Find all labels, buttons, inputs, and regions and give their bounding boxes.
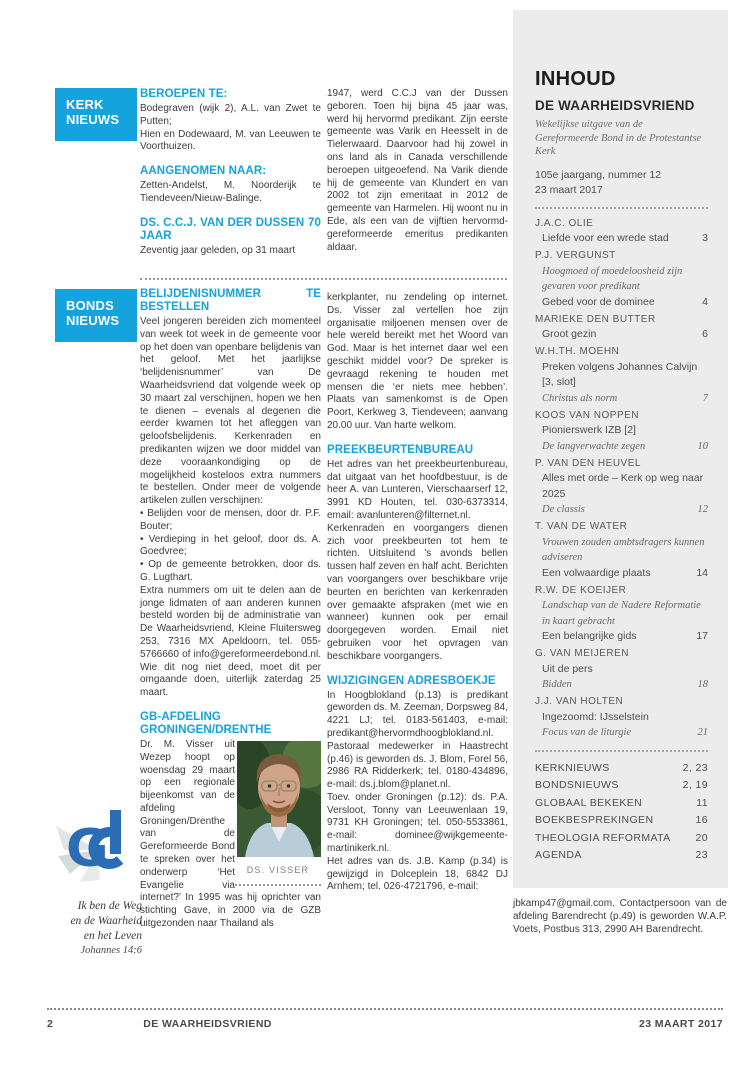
toc-entry [535, 439, 708, 455]
inhoud-toc-box [513, 10, 728, 888]
photo-caption: DS. VISSER [246, 864, 310, 875]
toc-title: INHOUD [535, 68, 616, 90]
column1-bondsnieuws [140, 288, 321, 942]
toc-entry-text: Alles met orde – Kerk op weg naar 2025 [542, 472, 704, 500]
article-paragraph: Zetten-Andelst, M. Noorderijk te Tiendeveen/Nieuw-Balinge. [140, 180, 321, 204]
toc-entry [535, 502, 708, 518]
article-beroepen [140, 88, 321, 154]
toc-entry [535, 519, 708, 535]
ds-visser-figure [235, 741, 321, 886]
toc-section-page: 20 [695, 831, 708, 844]
toc-entry [535, 264, 708, 295]
toc-section-row [535, 760, 708, 778]
toc-entry-page: 17 [696, 630, 708, 642]
bullet-item: • Op de gemeente betrokken, door ds. G. Lugthart. [140, 559, 321, 583]
toc-edition-info [535, 168, 708, 198]
kerknieuws-section-label [55, 88, 137, 141]
bondsnieuws-section-label [55, 289, 137, 342]
toc-section-page: 23 [695, 849, 708, 861]
article-paragraph: In Hoogblokland (p.13) is predikant geworden ds. M. Zeeman, Dorpsweg 84, 4221 LJ; tel. 0183-561403, e-mail: predikant@hervormdhoogblokland.nl. [327, 689, 508, 739]
toc-entry-text: Focus van de liturgie [542, 727, 632, 738]
toc-entry-text: Ingezoomd: IJsselstein [542, 710, 649, 723]
toc-section-page: 16 [695, 814, 708, 826]
toc-entry-text: Groot gezin [542, 328, 597, 340]
toc-entry [535, 231, 708, 247]
toc-entry-text: Christus als norm [542, 392, 618, 404]
toc-entry-page: 18 [697, 679, 708, 690]
kerknieuws-label-line1: KERK [66, 97, 104, 112]
toc-entry-text: P. VAN DEN HEUVEL [535, 457, 641, 469]
article-paragraph: Zeventig jaar geleden, op 31 maart [140, 244, 296, 256]
toc-divider [535, 207, 708, 209]
verse-line: en het Leven [83, 930, 142, 942]
article-heading: WIJZIGINGEN ADRESBOEKJE [327, 674, 496, 687]
beroepen-item: Hien en Dodewaard, M. van Leeuwen te Voorthuizen. [140, 128, 321, 153]
bullet-item: • Belijden voor de mensen, door dr. P.F. Bouter; [140, 507, 321, 532]
article-dussen [140, 217, 321, 258]
toc-entry-page: 4 [702, 295, 708, 308]
article-paragraph: Kerkenraden en voorgangers dienen zich voor preekbeurten tot hem te richten. Uitsluitend ’s avonds bellen tussen half zeven en half acht. Berichten van voorgangers over beschikbare vrije beurten en berichten van kerkenraden over gemaakte afspraken (met wie en wanneer) kunnen ook per email doorgegeven worden. Email niet gebruiken voor het opvragen van beschikbare voorgangers. [327, 522, 508, 662]
beroepen-list [140, 103, 321, 154]
article-paragraph: Het adres van het preekbeurtenbureau, dat uitgaat van het hoofdbestuur, is de heer A. van Lunteren, Vierschaarserf 12, 3991 KD Houten, tel. 030-6373314, email: avanlunteren@filternet.nl. [327, 458, 508, 521]
toc-entry [535, 408, 708, 424]
section-divider [140, 278, 507, 280]
toc-entry [535, 662, 708, 678]
toc-entry [535, 566, 708, 582]
bullet-item: • Verdieping in het geloof, door ds. A. Goedvree; [140, 533, 321, 558]
article-paragraph: jbkamp47@gmail.com. Contactpersoon van de afdeling Barendrecht (p.49) is geworden W.A.P. Voets, Postbus 313, 2990 AH Barendrecht. [513, 898, 727, 935]
toc-edition-line: 105e jaargang, nummer 12 [535, 168, 662, 181]
toc-entry-text: Gebed voor de dominee [542, 295, 655, 308]
toc-entry-text: Vrouwen zouden ambtsdragers kunnen adviseren [542, 536, 705, 563]
toc-section-page: 2, 23 [682, 761, 708, 774]
caption-divider [235, 884, 321, 886]
toc-date-line: 23 maart 2017 [535, 183, 603, 196]
toc-entry-text: Hoogmoed of moedeloosheid zijn gevaren voor predikant [542, 265, 683, 292]
toc-entry-text: P.J. VERGUNST [535, 250, 616, 261]
toc-entry-page: 7 [702, 392, 708, 404]
article-aangenomen [140, 165, 321, 206]
article-belijdenisnummer [140, 288, 321, 700]
toc-entry [535, 456, 708, 472]
bondsnieuws-label-line2: NIEUWS [66, 312, 120, 328]
toc-publication-name: DE WAARHEIDSVRIEND [535, 98, 695, 113]
verse-line: en de Waarheid [70, 915, 142, 927]
toc-entry [535, 248, 708, 264]
toc-entry-text: Uit de pers [542, 662, 593, 675]
article-heading: PREEKBEURTENBUREAU [327, 443, 474, 456]
toc-entry-text: J.A.C. OLIE [535, 217, 594, 229]
column2-kerknieuws-continued [327, 88, 508, 254]
toc-entry-text: Liefde voor een wrede stad [542, 232, 669, 244]
toc-section-page: 11 [696, 796, 708, 809]
toc-entry-text: Een volwaardige plaats [542, 566, 651, 579]
toc-section-label: GLOBAAL BEKEKEN [535, 796, 643, 809]
svg-text:G: G [66, 819, 109, 879]
article-heading: BELIJDENISNUMMER TE BESTELLEN [140, 288, 321, 313]
article-wijzigingen-adresboekje [327, 675, 508, 895]
beroepen-item: Bodegraven (wijk 2), A.L. van Zwet te Putten; [140, 103, 321, 127]
toc-entry-text: MARIEKE DEN BUTTER [535, 313, 656, 325]
toc-entry-text: KOOS VAN NOPPEN [535, 409, 640, 421]
belijdenis-bullet-list [140, 508, 321, 585]
footer-page-number: 2 [47, 1018, 54, 1030]
article-paragraph: kerkplanter, nu zendeling op internet. Ds. Visser zal vertellen hoe zijn organisatie miljoenen mensen over de hele wereld bereikt met het Woord van God. Maar is het internet daar wel een geschikt middel voor? De spreker is gevraagd rekening te houden met mensen die ‘er niets mee hebben’. Plaats van samenkomst is de Open Poort, Kerkweg 3, Tiendeveen; aanvang 20.00 uur. Van harte welkom. [327, 292, 508, 431]
page-footer [47, 1018, 723, 1030]
verse-reference: Johannes 14:6 [80, 945, 142, 956]
toc-divider [535, 750, 708, 752]
toc-entry [535, 725, 708, 741]
gereformeerde-bond-branding [46, 806, 142, 956]
ds-visser-photo [237, 741, 321, 857]
footer-divider [47, 1008, 723, 1010]
article-heading: AANGENOMEN NAAR: [140, 165, 267, 178]
toc-entry-page: 6 [702, 328, 708, 340]
article-paragraph: Veel jongeren bereiden zich momenteel van week tot week in de gemeente voor op het doen van openbare belijdenis van het geloof. Met het jaarlijkse ‘belijdenisnummer’ van De Waarheidsvriend dat volgende week op 30 maart zal verschijnen, hopen we hen te dienen – evenals al degenen die eerder kwamen tot het afleggen van geloofsbelijdenis. Kerkenraden en predikanten wijzen we door middel van deze vooraankondiging op de mogelijkheid kosteloos extra nummers te bestellen. Onder meer de volgende artikelen zullen verschijnen: [140, 316, 321, 507]
toc-section-row [535, 812, 708, 830]
toc-entry-text: Landschap van de Nadere Reformatie in kaart gebracht [542, 600, 701, 627]
toc-entry-text: Een belangrijke gids [542, 630, 637, 642]
toc-entry [535, 646, 708, 662]
toc-entries [535, 216, 708, 741]
toc-entry-page: 12 [697, 504, 708, 515]
footer-publication: DE WAARHEIDSVRIEND [143, 1018, 272, 1030]
toc-entry-page: 21 [697, 727, 708, 738]
article-paragraph: Toev. onder Groningen (p.12): ds. P.A. Versloot, Tonny van Leeuwenlaan 19, 9731 KH Groningen; tel. 050-5533861, e-mail: dominee@wijkgemeente-martinikerk.nl. [327, 791, 508, 855]
toc-entry [535, 423, 708, 439]
column3-article-continued [513, 898, 727, 936]
article-preekbeurtenbureau [327, 444, 508, 664]
kerknieuws-label-line2: NIEUWS [66, 111, 120, 127]
toc-section-label: AGENDA [535, 849, 582, 861]
toc-entry-page: 3 [702, 232, 708, 244]
toc-entry [535, 312, 708, 328]
toc-entry-text: De langverwachte zegen [542, 440, 646, 452]
toc-entry [535, 327, 708, 343]
gereformeerde-bond-logo [54, 806, 140, 888]
toc-publication-description: Wekelijkse uitgave van de Gereformeerde Bond in de Protestantse Kerk [535, 119, 702, 157]
column1-kerknieuws [140, 88, 321, 269]
toc-entry [535, 391, 708, 407]
verse-line: Ik ben de Weg [77, 900, 142, 912]
toc-entry-page: 14 [696, 566, 708, 579]
toc-section-page: 2, 19 [682, 779, 708, 791]
toc-entry [535, 535, 708, 566]
toc-entry-text: T. VAN DE WATER [535, 521, 628, 532]
article-gb-afdeling [140, 711, 321, 931]
toc-section-list [535, 760, 708, 865]
article-paragraph: Pastoraal medewerker in Haastrecht (p.46) is geworden ds. J. Blom, Forel 56, 2986 RA Ridderkerk; tel. 0180-434896, e-mail: ds.j.blom@planet.nl. [327, 740, 508, 791]
toc-section-label: BOEKBESPREKINGEN [535, 814, 654, 826]
toc-entry-text: Bidden [542, 679, 572, 690]
article-heading: GB-AFDELING GRONINGEN/DRENTHE [140, 710, 272, 736]
toc-entry-text: Pionierswerk IZB [2] [542, 424, 636, 436]
toc-entry-page: 10 [697, 440, 708, 452]
article-heading: BEROEPEN TE: [140, 88, 228, 100]
toc-entry-text: J.J. VAN HOLTEN [535, 696, 624, 707]
toc-section-label: BONDSNIEUWS [535, 779, 619, 791]
toc-section-row [535, 795, 708, 813]
toc-entry-text: R.W. DE KOEIJER [535, 584, 627, 596]
toc-section-row [535, 777, 708, 795]
toc-entry [535, 710, 708, 726]
logo-verse [46, 899, 142, 944]
toc-entry [535, 360, 708, 391]
toc-section-row [535, 847, 708, 865]
toc-entry [535, 344, 708, 360]
column2-bondsnieuws [327, 292, 508, 905]
toc-entry-text: Preken volgens Johannes Calvijn [3, slot] [542, 360, 698, 388]
article-gb-afdeling-continued [327, 292, 508, 433]
article-paragraph: Extra nummers om uit te delen aan de jonge lidmaten of aan anderen kunnen besteld worden bij de administratie van De Waarheidsvriend, Kleine Fluitersweg 253, 7316 MX Apeldoorn, tel. 055-5766660 of info@gereformeerdebond.nl. Wie dit nog niet deed, moet dit per omgaande doen, uiterlijk zaterdag 25 maart. [140, 584, 321, 699]
footer-date: 23 MAART 2017 [639, 1018, 723, 1030]
toc-entry [535, 295, 708, 311]
article-paragraph: Dr. M. Visser uit Wezep hoopt op woensdag 29 maart op een regionale bijeenkomst van de afdeling Groningen/Drenthe van de Gereformeerde Bond te spreken over het onderwerp ‘Het Evangelie via internet?’ In 1995 was hij oprichter van stichting Gave, in 2000 via de GZB uitgezonden naar Thailand als [140, 738, 321, 930]
toc-section-label: KERKNIEUWS [535, 761, 610, 774]
bondsnieuws-label-line1: BONDS [66, 298, 114, 313]
toc-entry [535, 677, 708, 693]
toc-entry [535, 583, 708, 599]
article-heading: DS. C.C.J. VAN DER DUSSEN 70 JAAR [140, 216, 321, 242]
toc-entry-text: W.H.TH. MOEHN [535, 346, 620, 357]
article-paragraph: 1947, werd C.C.J van der Dussen geboren. Toen hij bijna 45 jaar was, werd hij hervormd predikant. Zijn eerste gemeente was Varik en Heesselt in de Tielerwaard. Daarvoor had hij zowel in ons land als in Canada verschillende beroepen uitgeoefend. Na Varik diende hij de gemeente van Klundert en van 2002 tot zijn emeritaat in 2012 de gemeente van Harmelen. Hij woont nu in Ede, als een van de vijftien hervormd-gereformeerde emeritus predikanten aldaar. [327, 88, 508, 253]
toc-entry [535, 216, 708, 232]
toc-entry [535, 694, 708, 710]
toc-entry [535, 629, 708, 645]
toc-entry-text: De classis [542, 504, 585, 515]
toc-entry [535, 471, 708, 502]
toc-entry-text: G. VAN MEIJEREN [535, 648, 629, 659]
toc-section-row [535, 830, 708, 848]
toc-section-label: THEOLOGIA REFORMATA [535, 831, 671, 844]
toc-entry [535, 598, 708, 629]
article-paragraph: Het adres van ds. J.B. Kamp (p.34) is gewijzigd in Dolceplein 18, 6842 DJ Arnhem; tel. 026-4721796, e-mail: [327, 855, 508, 893]
